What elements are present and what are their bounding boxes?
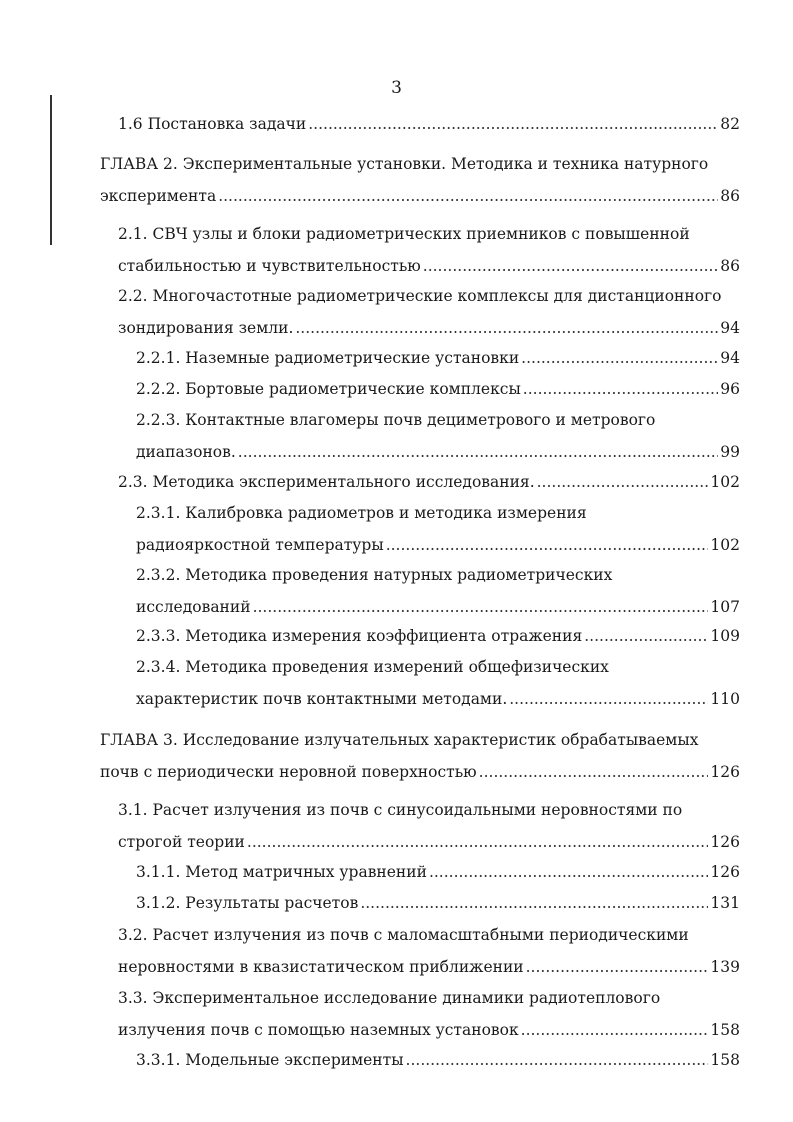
toc-entry-title: 2.2. Многочастотные радиометрические комплексы для дистанционного bbox=[118, 287, 722, 305]
toc-entry-title-cont: радиояркостной температуры bbox=[136, 536, 384, 554]
toc-entry-2-3-1[interactable] bbox=[136, 497, 740, 561]
toc-page-number: 102 bbox=[710, 536, 740, 554]
toc-page-number: 139 bbox=[710, 958, 740, 976]
leader-dots bbox=[521, 342, 718, 374]
toc-entry-2-3-2[interactable] bbox=[136, 559, 740, 623]
toc-page-number: 126 bbox=[710, 863, 740, 881]
toc-entry-title: 3.2. Расчет излучения из почв с маломасштабными периодическими bbox=[118, 926, 689, 944]
toc-entry-title: 3.1.2. Результаты расчетов bbox=[136, 894, 359, 912]
toc-entry-title-cont: стабильностью и чувствительностью bbox=[118, 257, 421, 275]
toc-page-number: 158 bbox=[710, 1051, 740, 1069]
toc-page-number: 107 bbox=[710, 598, 740, 616]
toc-page-number: 158 bbox=[710, 1021, 740, 1039]
leader-dots bbox=[423, 250, 718, 282]
leader-dots bbox=[537, 466, 709, 498]
toc-entry-title-cont: исследований bbox=[136, 598, 251, 616]
toc-entry-3-3-1[interactable] bbox=[136, 1044, 740, 1076]
toc-page-number: 131 bbox=[710, 894, 740, 912]
toc-entry-title-cont: диапазонов. bbox=[136, 443, 236, 461]
toc-entry-chapter-3[interactable] bbox=[100, 724, 740, 788]
toc-entry-title: 2.3.2. Методика проведения натурных радиометрических bbox=[136, 566, 613, 584]
toc-entry-title: 2.3. Методика экспериментального исследования. bbox=[118, 473, 535, 491]
toc-page-number: 126 bbox=[710, 763, 740, 781]
toc-entry-title: 3.1.1. Метод матричных уравнений bbox=[136, 863, 427, 881]
toc-page-number: 94 bbox=[720, 319, 740, 337]
leader-dots bbox=[584, 620, 708, 652]
toc-page-number: 82 bbox=[720, 115, 740, 133]
toc-page-number: 94 bbox=[720, 349, 740, 367]
toc-entry-title: 3.1. Расчет излучения из почв с синусоидальными неровностями по bbox=[118, 801, 683, 819]
leader-dots bbox=[295, 312, 718, 344]
toc-entry-2-2[interactable] bbox=[118, 280, 740, 344]
toc-entry-2-3[interactable] bbox=[118, 466, 740, 498]
toc-entry-title: 2.1. СВЧ узлы и блоки радиометрических приемников с повышенной bbox=[118, 225, 690, 243]
toc-entry-title: 2.2.3. Контактные влагомеры почв дециметрового и метрового bbox=[136, 411, 656, 429]
toc-entry-title: ГЛАВА 3. Исследование излучательных характеристик обрабатываемых bbox=[100, 731, 699, 749]
toc-entry-3-2[interactable] bbox=[118, 919, 740, 983]
toc-entry-title-cont: строгой теории bbox=[118, 833, 245, 851]
leader-dots bbox=[253, 591, 709, 623]
toc-page-number: 86 bbox=[720, 187, 740, 205]
leader-dots bbox=[238, 436, 718, 468]
scan-edge-mark bbox=[50, 95, 52, 245]
leader-dots bbox=[509, 683, 708, 715]
toc-entry-3-1-2[interactable] bbox=[136, 887, 740, 919]
toc-entry-title: 2.3.4. Методика проведения измерений общефизических bbox=[136, 658, 609, 676]
toc-entry-title: 2.3.1. Калибровка радиометров и методика измерения bbox=[136, 504, 587, 522]
toc-entry-2-2-3[interactable] bbox=[136, 404, 740, 468]
toc-page-number: 102 bbox=[710, 473, 740, 491]
toc-entry-title: 3.3.1. Модельные эксперименты bbox=[136, 1051, 404, 1069]
toc-entry-2-1[interactable] bbox=[118, 218, 740, 282]
page-number: 3 bbox=[391, 78, 402, 98]
toc-entry-3-1[interactable] bbox=[118, 794, 740, 858]
toc-entry-2-2-2[interactable] bbox=[136, 373, 740, 405]
leader-dots bbox=[406, 1044, 709, 1076]
toc-entry-chapter-2[interactable] bbox=[100, 148, 740, 212]
toc-page-number: 99 bbox=[720, 443, 740, 461]
toc-entry-3-1-1[interactable] bbox=[136, 856, 740, 888]
toc-entry-title-cont: излучения почв с помощью наземных установок bbox=[118, 1021, 519, 1039]
toc-entry-title-cont: почв с периодически неровной поверхностью bbox=[100, 763, 477, 781]
toc-page-number: 109 bbox=[710, 627, 740, 645]
leader-dots bbox=[247, 826, 709, 858]
leader-dots bbox=[521, 1014, 709, 1046]
toc-entry-3-3[interactable] bbox=[118, 982, 740, 1046]
toc-entry-title: 3.3. Экспериментальное исследование динамики радиотеплового bbox=[118, 989, 661, 1007]
toc-entry-title: 2.2.1. Наземные радиометрические установки bbox=[136, 349, 520, 367]
leader-dots bbox=[386, 529, 709, 561]
leader-dots bbox=[218, 180, 718, 212]
toc-entry-title: ГЛАВА 2. Экспериментальные установки. Методика и техника натурного bbox=[100, 155, 709, 173]
toc-entry-title: 2.3.3. Методика измерения коэффициента отражения bbox=[136, 627, 583, 645]
toc-entry-title: 2.2.2. Бортовые радиометрические комплексы bbox=[136, 380, 521, 398]
toc-page-number: 126 bbox=[710, 833, 740, 851]
leader-dots bbox=[429, 856, 708, 888]
toc-entry-1-6[interactable] bbox=[118, 108, 740, 140]
leader-dots bbox=[526, 951, 709, 983]
toc-entry-title-cont: неровностями в квазистатическом приближении bbox=[118, 958, 524, 976]
toc-entry-title: 1.6 Постановка задачи bbox=[118, 115, 307, 133]
toc-page-number: 96 bbox=[720, 380, 740, 398]
toc-entry-title-cont: зондирования земли. bbox=[118, 319, 294, 337]
leader-dots bbox=[479, 756, 709, 788]
toc-page-number: 110 bbox=[710, 690, 740, 708]
toc-page-number: 86 bbox=[720, 257, 740, 275]
toc-entry-2-2-1[interactable] bbox=[136, 342, 740, 374]
leader-dots bbox=[308, 108, 718, 140]
toc-entry-2-3-4[interactable] bbox=[136, 651, 740, 715]
toc-entry-title-cont: эксперимента bbox=[100, 187, 217, 205]
toc-entry-2-3-3[interactable] bbox=[136, 620, 740, 652]
leader-dots bbox=[360, 887, 708, 919]
toc-entry-title-cont: характеристик почв контактными методами. bbox=[136, 690, 508, 708]
leader-dots bbox=[523, 373, 718, 405]
